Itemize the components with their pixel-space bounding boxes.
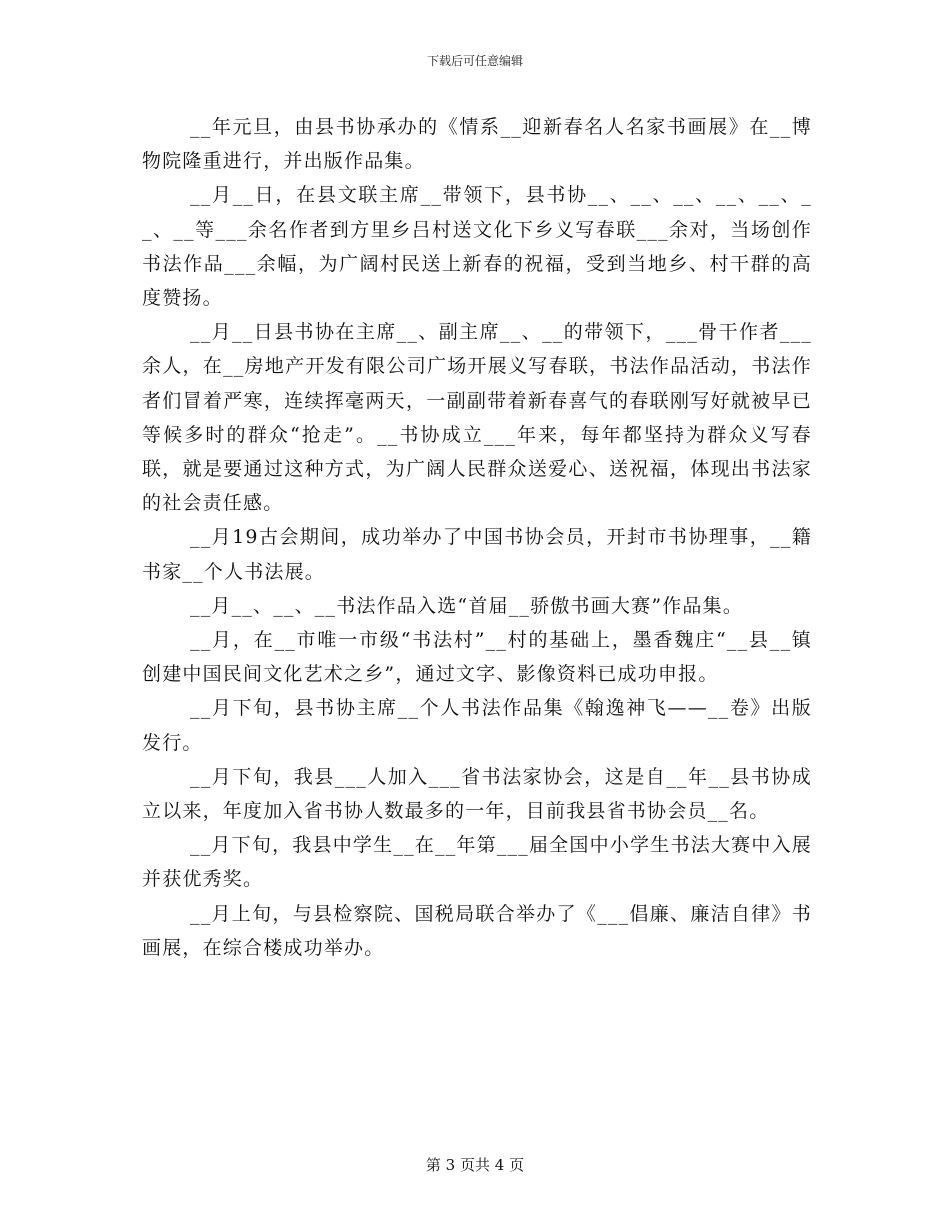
document-body	[142, 110, 812, 965]
paragraph-10: __月上旬，与县检察院、国税局联合举办了《___倡廉、廉洁自律》书画展，在综合楼成功举办。	[142, 902, 812, 959]
paragraph-6: __月，在__市唯一市级“书法村”__村的基础上，墨香魏庄“__县__镇创建中国民间文化艺术之乡”，通过文字、影像资料已成功申报。	[142, 629, 812, 686]
page-footer: 第 3 页共 4 页	[425, 1156, 525, 1174]
paragraph-2: __月__日，在县文联主席__带领下，县书协__、__、__、__、__、__、__等___余名作者到方里乡吕村送文化下乡义写春联___余对，当场创作书法作品___余幅，为广阔村民送上新春的祝福，受到当地乡、村干群的高度赞扬。	[142, 184, 812, 310]
paragraph-1: __年元旦，由县书协承办的《情系__迎新春名人名家书画展》在__博物院隆重进行，并出版作品集。	[142, 116, 812, 173]
paragraph-5: __月__、__、__书法作品入选“首届__骄傲书画大赛”作品集。	[190, 594, 744, 617]
paragraph-7: __月下旬，县书协主席__个人书法作品集《翰逸神飞——__卷》出版发行。	[142, 697, 812, 754]
paragraph-9: __月下旬，我县中学生__在__年第___届全国中小学生书法大赛中入展并获优秀奖。	[142, 834, 812, 891]
paragraph-3: __月__日县书协在主席__、副主席__、__的带领下，___骨干作者___余人，在__房地产开发有限公司广场开展义写春联，书法作品活动，书法作者们冒着严寒，连续挥毫两天，一副副带着新春喜气的春联刚写好就被早已等候多时的群众“抢走”。__书协成立___年来，每年都坚持为群众义写春联，就是要通过这种方式，为广阔人民群众送爱心、送祝福，体现出书法家的社会责任感。	[142, 321, 812, 515]
page-header: 下载后可任意编辑	[426, 54, 523, 68]
paragraph-4: __月19古会期间，成功举办了中国书协会员，开封市书协理事，__籍书家__个人书法展。	[142, 526, 812, 583]
paragraph-8: __月下旬，我县___人加入___省书法家协会，这是自__年__县书协成立以来，年度加入省书协人数最多的一年，目前我县省书协会员__名。	[142, 765, 812, 823]
